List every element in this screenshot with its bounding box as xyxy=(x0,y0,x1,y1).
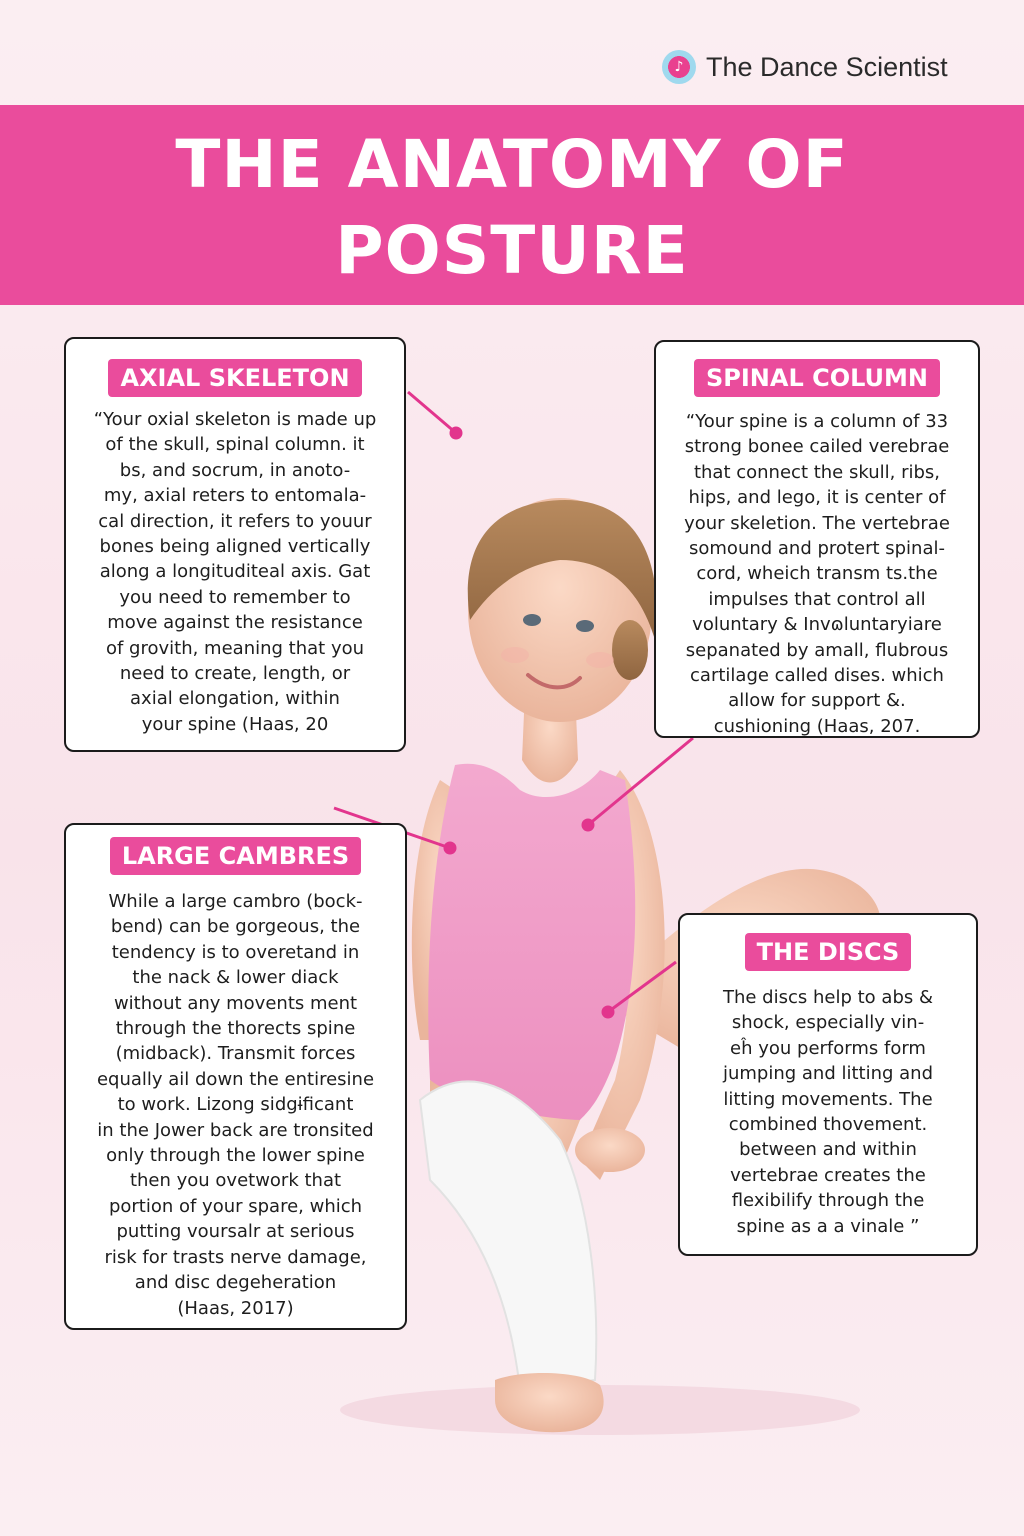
discs-tag: THE DISCS xyxy=(745,933,912,971)
connector-discs-dot xyxy=(603,1007,613,1017)
discs-card xyxy=(678,913,978,1256)
large-cambres-text: While a large cambro (bock- bend) can be gorgeous, the tendency is to overetand in the nack & lower diack without any movents ment through the thorects spine (midback). Transmit forces equally ail down the entiresine to work. Lizong sidgɨficant in the Jower back are tronsited only through the lower spine then you ovetwork that portion of your spare, which putting voursalr at serious risk for trasts nerve damage, and disc degeheration (Haas, 2017) xyxy=(96,891,375,1319)
spinal-column-card xyxy=(654,340,980,738)
page-title-line2: POSTURE xyxy=(335,212,689,289)
large-cambres-card xyxy=(64,823,407,1330)
right-eye xyxy=(576,620,594,632)
axial-skeleton-text: “Your oxial skeleton is made up of the skull, spinal column. it bs, and socrum, in anoto- my, axial reters to entomala- cal direction, it refers to youur bones being aligned vertically along a longituditeal axis. Gat you need to remember to move against the resistance of grovith, meaning that you need to create, length, or axial elongation, within your spine (Haas, 20 xyxy=(93,409,377,735)
connector-spinal-dot xyxy=(583,820,593,830)
hair-bun xyxy=(612,620,648,680)
spinal-column-text: “Your spine is a column of 33 strong bonee cailed verebrae that connect the skull, ribs, hips, and lego, it is center of your skeletion. The vertebrae somound and protert spinal- cord, wheich transm ts.the impulses that control all voluntary & Invɷluntaryiare sepanated by amall, flubrous cartilage called dises. which allow for support &. cushioning (Haas, 207. xyxy=(684,411,950,737)
page-title-line1: THE ANATOMY OF xyxy=(175,126,849,203)
left-eye xyxy=(523,614,541,626)
spinal-column-tag: SPINAL COLUMN xyxy=(694,359,940,397)
connector-cambres-dot xyxy=(445,843,455,853)
left-foot xyxy=(495,1373,604,1432)
leotard xyxy=(428,764,635,1124)
brand-name: The Dance Scientist xyxy=(706,51,948,82)
cheek-left xyxy=(501,647,529,663)
discs-text: The discs help to abs & shock, especially vin- eĥ you performs form jumping and litting and litting movements. The combined thovement. between and within vertebrae creates the flexibilify through the spine as a a vinale ” xyxy=(722,987,934,1237)
connector-axial xyxy=(408,392,456,433)
dance-scientist-logo-icon: ♪ xyxy=(662,50,696,84)
right-hand xyxy=(575,1128,645,1172)
large-cambres-tag: LARGE CAMBRES xyxy=(110,837,361,875)
axial-skeleton-card xyxy=(64,337,406,752)
axial-skeleton-tag: AXIAL SKELETON xyxy=(108,359,361,397)
cheek-right xyxy=(586,652,614,668)
connector-axial-dot xyxy=(451,428,461,438)
